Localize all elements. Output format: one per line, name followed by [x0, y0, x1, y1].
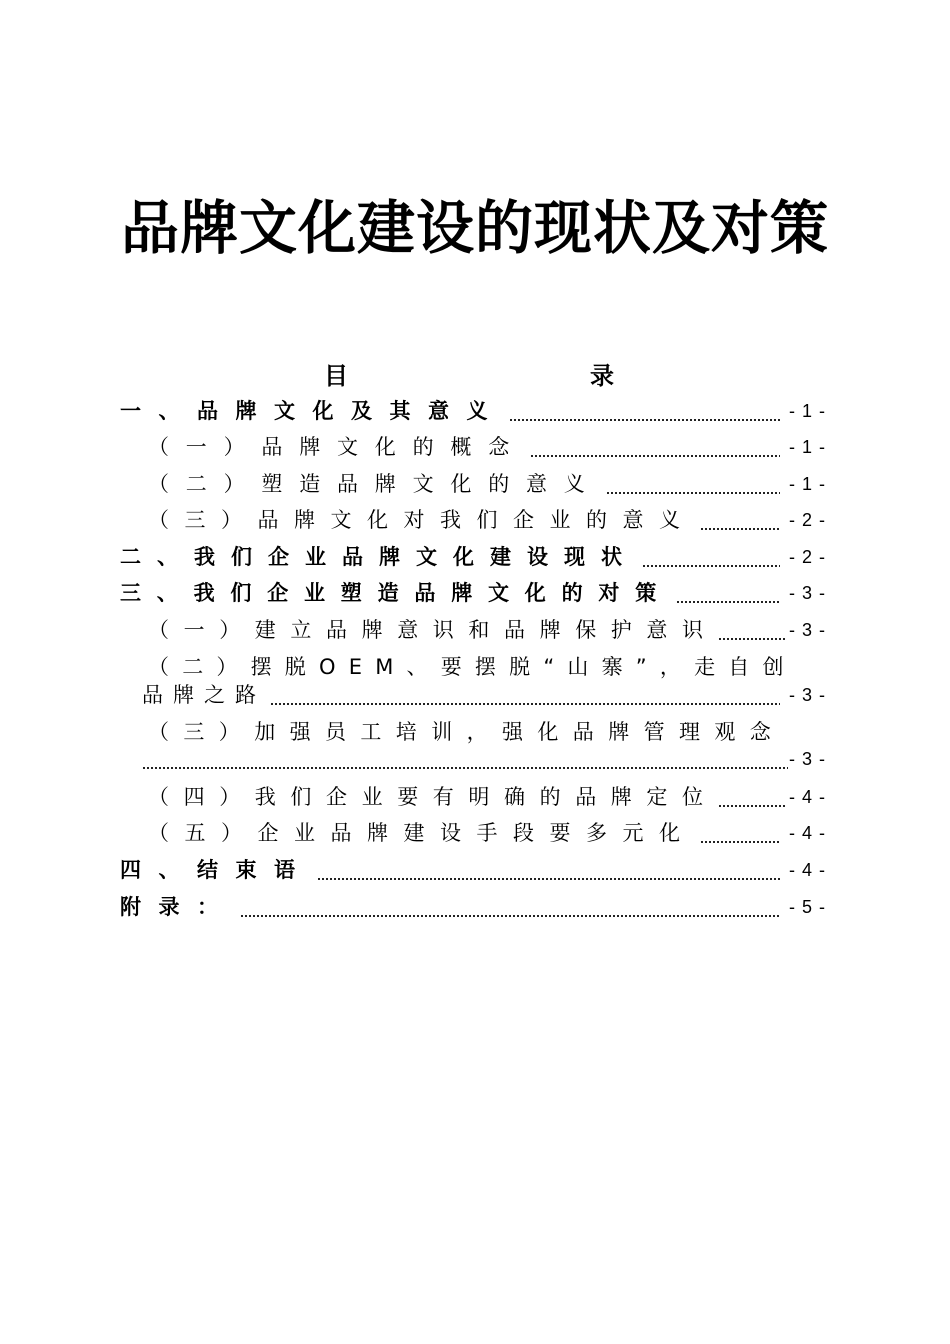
toc-entry-wrapped-line[interactable] — [148, 652, 826, 682]
toc-entry[interactable] — [148, 469, 826, 499]
toc-entry-text: （一）品牌文化的概念 — [148, 435, 526, 459]
toc-leader-dots — [700, 505, 781, 535]
toc-entry[interactable] — [142, 744, 826, 774]
toc-page-number: - 2 - — [788, 547, 826, 567]
toc-page-number: - 3 - — [788, 685, 826, 705]
toc-leader-dots — [606, 469, 780, 499]
toc-entry[interactable] — [120, 396, 826, 426]
toc-heading-right: 录 — [590, 362, 614, 390]
toc-leader-dots — [642, 542, 780, 572]
toc-entry-text: （三）加强员工培训，强化品牌管理观念 — [148, 720, 786, 744]
toc-page-number: - 3 - — [788, 583, 826, 603]
toc-entry[interactable] — [148, 432, 826, 462]
toc-entry-text: （三）品牌文化对我们企业的意义 — [148, 508, 696, 532]
toc-entry[interactable] — [148, 782, 826, 812]
toc-page-number: - 4 - — [788, 787, 826, 807]
toc-entry-text: 二、我们企业品牌文化建设现状 — [120, 545, 638, 569]
toc-entry-text: （四）我们企业要有明确的品牌定位 — [148, 785, 718, 809]
toc-entry-text: 四、结束语 — [120, 858, 313, 882]
toc-entry[interactable] — [148, 615, 826, 645]
toc-leader-dots — [509, 396, 780, 426]
toc-page-number: - 1 - — [788, 437, 826, 457]
toc-leader-dots — [142, 744, 788, 774]
toc-page-number: - 4 - — [788, 860, 826, 880]
toc-entry[interactable] — [148, 505, 826, 535]
toc-entry-text: 三、我们企业塑造品牌文化的对策 — [120, 581, 672, 605]
toc-entry-text: （五）企业品牌建设手段要多元化 — [148, 821, 696, 845]
toc-leader-dots — [317, 855, 781, 885]
toc-page-number: - 5 - — [788, 897, 826, 917]
toc-leader-dots — [718, 615, 786, 645]
toc-entry[interactable] — [142, 680, 826, 710]
toc-entry[interactable] — [120, 892, 826, 922]
toc-page-number: - 1 - — [788, 474, 826, 494]
toc-entry-text: 一、品牌文化及其意义 — [120, 399, 505, 423]
toc-heading-left: 目 — [324, 362, 348, 390]
toc-entry-text: 附录： — [120, 895, 236, 919]
toc-entry[interactable] — [120, 855, 826, 885]
toc-entry[interactable] — [148, 818, 826, 848]
toc-entry-wrapped-line[interactable] — [148, 717, 826, 747]
toc-entry-text: 品牌之路 — [142, 683, 266, 707]
toc-leader-dots — [530, 432, 780, 462]
toc-page-number: - 4 - — [788, 823, 826, 843]
toc-heading — [0, 356, 950, 390]
toc-entry[interactable] — [120, 578, 826, 608]
toc-leader-dots — [270, 680, 780, 710]
toc-leader-dots — [240, 892, 781, 922]
toc-entry[interactable] — [120, 542, 826, 572]
document-title: 品牌文化建设的现状及对策 — [120, 194, 829, 262]
toc-page-number: - 3 - — [788, 620, 826, 640]
toc-page-number: - 3 - — [788, 749, 826, 769]
toc-leader-dots — [718, 782, 786, 812]
toc-page-number: - 2 - — [788, 510, 826, 530]
toc-entry-text: （一）建立品牌意识和品牌保护意识 — [148, 618, 718, 642]
toc-entry-text: （二）塑造品牌文化的意义 — [148, 472, 602, 496]
toc-leader-dots — [700, 818, 781, 848]
toc-page-number: - 1 - — [788, 401, 826, 421]
toc-entry-text: （二）摆脱OEM、要摆脱“山寨”，走自创 — [148, 655, 797, 679]
toc-leader-dots — [676, 578, 780, 608]
